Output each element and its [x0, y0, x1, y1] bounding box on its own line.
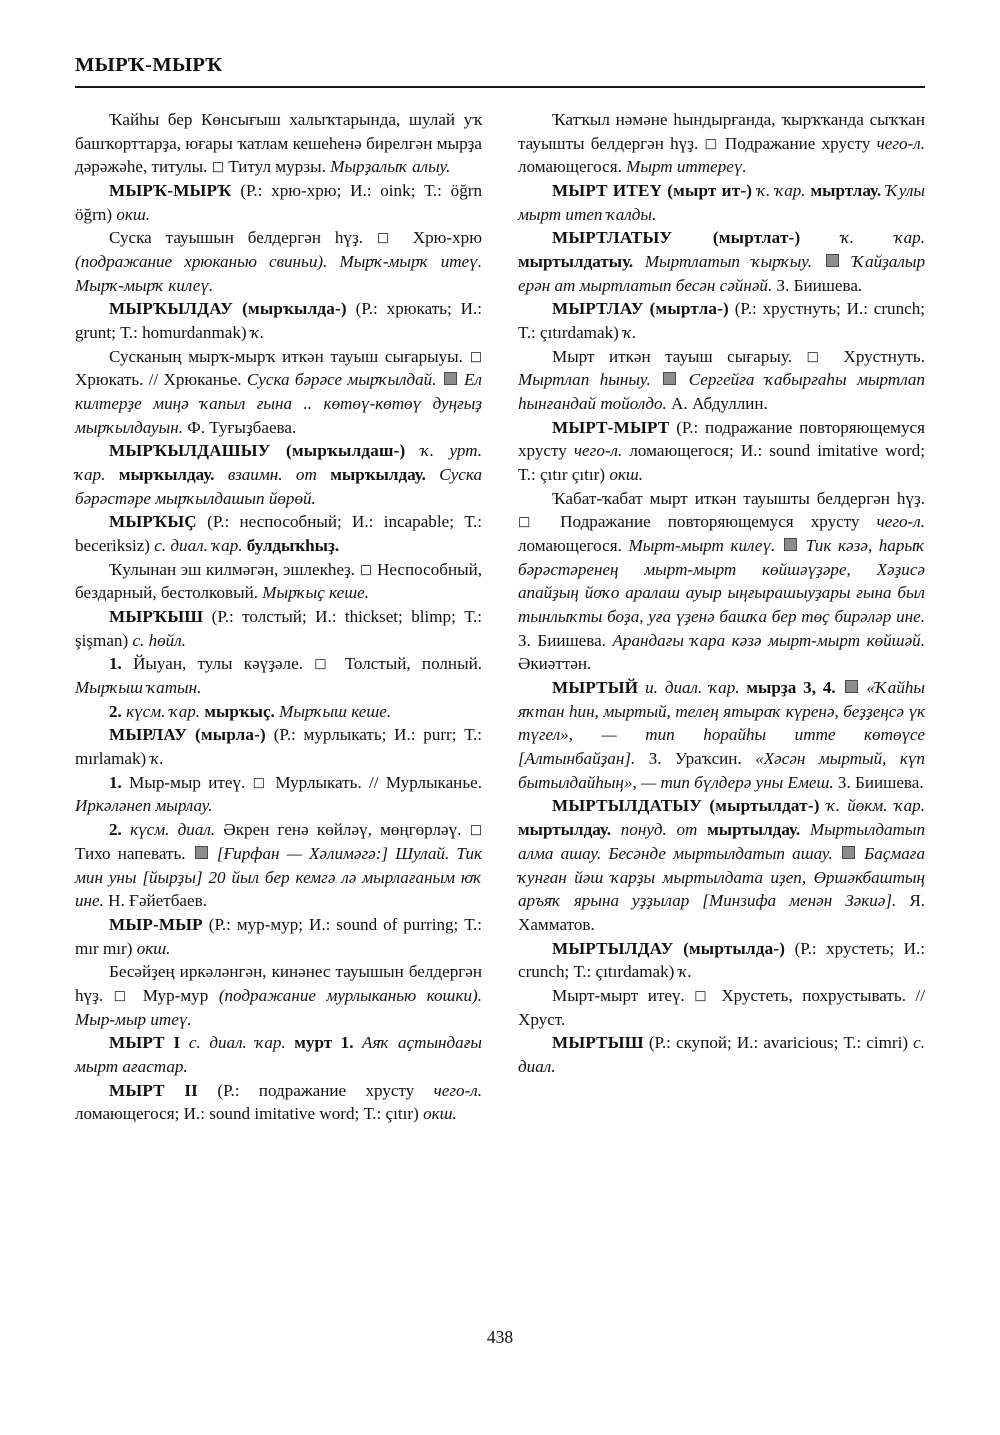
sense-paragraph [75, 700, 482, 724]
illustration-marker-icon [826, 254, 839, 267]
roman-text [775, 536, 782, 555]
illustration-marker-icon [784, 538, 797, 551]
roman-text: Ҡулынан эш килмәгән, эшлекһеҙ. [109, 559, 360, 579]
translation-marker-icon: □ [469, 822, 482, 838]
italic-text: Ел килтерҙе миңә ҡапыл ғына .. көтөү-көтөү дуңғыҙ мырҡылдауын. [75, 370, 482, 437]
roman-text: Ҡабат-ҡабат мырт иткән тауышты белдергән һүҙ. [552, 488, 925, 508]
italic-text: Мыртылдатып алма ашау. Бесәнде мыртылдатып ашау. [518, 820, 925, 863]
italic-text: окш. [423, 1104, 457, 1124]
running-head-title: МЫРҠ-МЫРҠ [75, 54, 223, 76]
cross-reference: мурт 1. [294, 1033, 354, 1053]
roman-text: (Р.: хрю-хрю; И.: oink; Т.: öğrn öğrn) [75, 181, 482, 224]
illustration-marker-icon [842, 846, 855, 859]
italic-text: чего-л. [573, 441, 623, 461]
definition-paragraph [75, 345, 482, 440]
roman-text: (Р.: подражание хрусту [198, 1080, 434, 1100]
header-rule [75, 86, 925, 88]
roman-text [437, 370, 442, 389]
roman-text: Неспособный, бездарный, бестолковый. [75, 559, 482, 603]
roman-text: (Р.: мур-мур; И.: sound of purring; Т.: mır mır) [75, 914, 482, 958]
translation-marker-icon: □ [518, 514, 544, 530]
roman-text: Ф. Туғыҙбаева. [182, 417, 297, 437]
roman-text: Хрустеть, похрустывать. // Хруст. [518, 985, 925, 1029]
italic-text: Мырҡыш кеше. [274, 701, 392, 721]
definition-paragraph [75, 108, 482, 179]
headword: МЫРТ II [109, 1080, 199, 1100]
dictionary-entry [75, 1079, 482, 1126]
roman-text [833, 844, 840, 863]
dictionary-entry [518, 676, 925, 794]
roman-text: (Р.: хрустнуть; И.: crunch; Т.: çıtırdamak) [518, 299, 926, 343]
headword: МЫРҠЫҪ [109, 512, 197, 532]
italic-text: «Хәсән мыртый, күп бытылдайһың», — тип бүлдерә уны Емеш. [518, 749, 925, 792]
illustration-marker-icon [663, 372, 676, 385]
roman-text: Толстый, полный. [333, 654, 482, 674]
definition-paragraph [75, 960, 482, 1031]
cross-reference: мырҡыҫ. [204, 701, 275, 721]
sense-paragraph [75, 652, 482, 699]
roman-text: Сусканың мырҡ-мырҡ иткән тауыш сығарыуы. [109, 346, 470, 366]
dictionary-entry [75, 1031, 482, 1078]
page-number: 438 [486, 1327, 514, 1347]
dictionary-entry [518, 937, 925, 984]
headword: МЫРҠЫЛДАШЫУ (мырҡылдаш-) [109, 441, 406, 461]
italic-text: ҡ. ҡар. [752, 181, 811, 201]
roman-text: ломающегося. [518, 536, 629, 556]
roman-text: (Р.: хрюкать; И.: grunt; Т.: homurdanmak) [75, 299, 482, 343]
italic-text: чего-л. [876, 512, 925, 532]
translation-marker-icon: □ [806, 349, 829, 365]
headword: МЫРТЫШ [552, 1033, 644, 1053]
definition-paragraph [518, 984, 925, 1031]
definition-paragraph [518, 345, 925, 416]
cross-reference: мыртылдау. [707, 820, 801, 840]
italic-text: ҡ. [623, 323, 637, 343]
roman-text: Хрустнуть. [828, 346, 925, 366]
italic-text: күсм. ҡар. [121, 701, 205, 721]
headword: МЫРҠ-МЫРҠ [109, 181, 232, 201]
italic-text: с. диал. ҡар. [154, 536, 247, 556]
roman-text: (Р.: толстый; И.: thickset; blimp; Т.: şişman) [75, 607, 482, 650]
dictionary-entry [75, 510, 482, 557]
dictionary-entry [75, 297, 482, 344]
cross-reference: мыртылдатыу. [518, 252, 634, 272]
running-head [75, 55, 925, 88]
italic-text: чего-л. [876, 133, 925, 153]
italic-text: Мыртлатып ҡырҡыу. [633, 252, 813, 272]
headword: МЫРТ-МЫРТ [552, 417, 670, 437]
roman-text: Хрюкать. // Хрюканье. [75, 370, 247, 390]
headword: МЫРҠЫШ [109, 607, 204, 627]
italic-text: Ҡайҙалыр ерән ат мыртлатып бесән сәйнәй. [518, 252, 925, 295]
cross-reference: 1. [109, 772, 122, 792]
roman-text: Титул мурзы. [224, 157, 331, 177]
italic-text: Сергейға ҡабырғаһы мыртлап һынғандай тойолдо. [518, 370, 925, 414]
italic-text: окш. [136, 938, 171, 958]
translation-marker-icon: □ [469, 349, 482, 365]
translation-marker-icon: □ [211, 159, 225, 175]
roman-text: ломающегося; И.: sound imitative word; Т.: çıtır) [75, 1104, 424, 1124]
dictionary-entry [518, 226, 925, 297]
italic-text: Мырҡыҫ кеше. [262, 583, 370, 603]
dictionary-entry [518, 297, 925, 344]
sense-paragraph [75, 818, 482, 913]
columns-container [75, 108, 925, 1298]
italic-text: окш. [609, 465, 644, 485]
italic-text: Мыртлап һыныу. [518, 370, 651, 390]
cross-reference: мыртылдау. [518, 820, 612, 840]
roman-text: Мырт иткән тауыш сығарыу. [552, 346, 807, 366]
translation-marker-icon: □ [113, 988, 133, 1004]
definition-paragraph [75, 558, 482, 605]
roman-text: ломающегося. [518, 157, 627, 177]
italic-text: (подражание хрюканью свиньи). Мырҡ-мырҡ итеү. Мырҡ-мырҡ килеү. [75, 252, 482, 295]
dictionary-entry [518, 179, 925, 226]
dictionary-entry [75, 179, 482, 226]
italic-text: (подражание мурлыканью кошки). Мыр-мыр итеү. [75, 985, 482, 1029]
dictionary-entry [75, 723, 482, 770]
roman-text [651, 370, 662, 389]
italic-text: ҡ. ҡар. [800, 228, 925, 248]
sense-paragraph [75, 771, 482, 818]
translation-marker-icon: □ [314, 656, 334, 672]
cross-reference: мыртлау. [810, 181, 882, 201]
roman-text: З. Биишева. [518, 630, 613, 650]
roman-text: (Р.: неспособный; И.: incapable; Т.: beceriksiz) [75, 512, 482, 556]
cross-reference: 1. [109, 654, 122, 674]
roman-text: Ҡайһы бер Көнсығыш халыҡтарында, шулай уҡ башҡорттарҙа, юғары ҡатлам кешеһенә бирелгән мырҙа дәрәжәһе, титулы. [75, 110, 482, 177]
italic-text: Баҫмаға ҡунған йәш ҡарҙы мыртылдата иҙеп, Өршәкбаштың аръяҡ ярына уҙҙылар [Минзифа менән Зәкиә]. [518, 843, 926, 911]
roman-text: Әкрен генә көйләү, мөңгөрләү. [223, 820, 470, 840]
roman-text: Тихо напевать. [75, 843, 193, 863]
roman-text: Мырт-мырт итеү. [552, 985, 695, 1005]
italic-text: ҡ. [678, 962, 692, 982]
roman-text: Н. Ғәйетбаев. [103, 891, 207, 911]
roman-text: Бесәйҙең иркәләнгән, кинәнес тауышын белдергән һүҙ. [75, 962, 482, 1005]
headword: МЫРТЛАУ (мыртла-) [552, 299, 729, 319]
column-right [518, 108, 925, 1298]
headword: МЫРТ ИТЕҮ (мырт ит-) [552, 181, 753, 201]
headword: МЫРТЫЛДАУ (мыртылда-) [552, 938, 786, 958]
roman-text: Ҡатҡыл нәмәне һындырғанда, ҡырҡҡанда сыҡҡан тауышты белдергән һүҙ. [518, 110, 925, 153]
italic-text: и. диал. ҡар. [638, 678, 747, 698]
italic-text: Суска бәрәсе мырҡылдай. [246, 370, 437, 390]
roman-text: А. Абдуллин. [666, 394, 768, 414]
headword: МЫР-МЫР [109, 914, 203, 934]
italic-text: Мырҙалыҡ алыу. [330, 157, 451, 177]
cross-reference: мырҡылдау. [118, 465, 215, 485]
italic-text: «Ҡайһы яҡтан һин, мыртый, телең ятыраҡ күренә, беҙҙеңсә үк түгел», — тип һорайһы итте көтөүсе [Алтынбайҙан]. [518, 678, 925, 769]
headword: МЫРТЫЙ [552, 678, 639, 698]
italic-text: Аяҡ аҫтындағы мырт ағастар. [75, 1033, 482, 1076]
translation-marker-icon: □ [252, 775, 268, 791]
italic-text: Тик кәзә, һарыҡ бәрәстәренең мырт-мырт көйшәүҙәре, Хәҙисә апайҙың йоҡо аралаш ауыр ыңғырашыуҙары ғына был тынлыҡты боҙа, уға үҙенә башҡа бер төҫ бирәләр ине. [518, 536, 925, 627]
italic-text: чего-л. [433, 1080, 482, 1100]
dictionary-entry [518, 794, 925, 936]
translation-marker-icon: □ [376, 230, 399, 246]
headword: МЫРТЛАТЫУ (мыртлат-) [552, 228, 801, 248]
dictionary-entry [75, 913, 482, 960]
italic-text: ҡ. урт. ҡар. [75, 441, 482, 485]
roman-text: (Р.: скупой; И.: avaricious; Т.: cimri) [643, 1033, 914, 1053]
dictionary-entry [75, 605, 482, 652]
cross-reference: булдыҡһыҙ. [246, 536, 340, 556]
definition-paragraph [75, 226, 482, 297]
italic-text: Мырт иттереү. [626, 157, 747, 177]
roman-text: Йыуан, тулы кәүҙәле. [121, 654, 315, 674]
italic-text: ҡ. [250, 323, 265, 343]
italic-text: Мырт-мырт килеү. [628, 536, 776, 556]
roman-text: Мыр-мыр итеү. [121, 772, 253, 792]
italic-text: Арандағы ҡара кәзә мырт-мырт көйшәй. [612, 630, 925, 650]
roman-text: Хрю-хрю [398, 228, 482, 248]
italic-text: [Ғирфан — Хәлимәгә:] Шулай. Тик мин уны [йырҙы] 20 йыл бер кемгә лә мырлағаным юҡ ине. [75, 843, 483, 911]
translation-marker-icon: □ [694, 988, 712, 1004]
italic-text: взаимн. от [214, 465, 331, 485]
roman-text: Подражание хрусту [718, 133, 877, 153]
dictionary-entry [518, 1031, 925, 1078]
headword: МЫРҠЫЛДАУ (мырҡылда-) [109, 299, 347, 319]
roman-text: (Р.: подражание повторяющемуся хрусту [518, 417, 925, 461]
roman-text: З. Биишева. [772, 275, 863, 295]
cross-reference: мырҙа 3, 4. [746, 678, 836, 698]
roman-text: З. Ураҡсин. [635, 749, 756, 769]
roman-text: Әкиәттән. [518, 654, 592, 674]
italic-text: окш. [116, 204, 151, 224]
roman-text: (Р.: хрустеть; И.: crunch; Т.: çıtırdamak) [518, 938, 925, 982]
cross-reference: мырҡылдау. [330, 465, 426, 485]
column-left [75, 108, 482, 1298]
cross-reference: 2. [109, 701, 122, 721]
headword: МЫРЛАУ (мырла-) [109, 725, 266, 745]
roman-text [812, 252, 824, 271]
illustration-marker-icon [845, 680, 858, 693]
translation-marker-icon: □ [359, 562, 373, 578]
italic-text: с. һөйл. [132, 630, 186, 650]
roman-text: Мурлыкать. // Мурлыканье. [268, 772, 482, 792]
illustration-marker-icon [444, 372, 457, 385]
dictionary-entry [75, 439, 482, 510]
italic-text: с. диал. ҡар. [180, 1033, 295, 1053]
italic-text: Ҡулы мырт итеп ҡалды. [518, 181, 925, 224]
roman-text: (Р.: мурлыкать; И.: purr; Т.: mırlamak) [75, 725, 482, 769]
dictionary-entry [518, 416, 925, 487]
headword: МЫРТ I [109, 1033, 181, 1053]
definition-paragraph [518, 487, 925, 676]
italic-text: күсм. диал. [121, 820, 224, 840]
definition-paragraph [518, 108, 925, 179]
italic-text: Суска бәрәстәре мырҡылдашып йөрөй. [75, 465, 483, 508]
roman-text [836, 678, 843, 697]
italic-text: ҡ. [150, 749, 164, 769]
italic-text: с. диал. [518, 1033, 925, 1076]
cross-reference: 2. [109, 820, 122, 840]
illustration-marker-icon [195, 846, 208, 859]
translation-marker-icon: □ [704, 136, 719, 152]
headword: МЫРТЫЛДАТЫУ (мыртылдат-) [552, 796, 820, 816]
italic-text: Иркәләнеп мырлау. [75, 796, 213, 816]
italic-text: понуд. от [611, 820, 708, 840]
roman-text: Подражание повторяющемуся хрусту [543, 512, 877, 532]
roman-text: З. Биишева. [833, 772, 924, 792]
roman-text: Мур-мур [132, 985, 219, 1005]
roman-text: ломающегося; И.: sound imitative word; Т.: çıtır çıtır) [518, 441, 925, 485]
italic-text: ҡ. йөкм. ҡар. [819, 796, 925, 816]
italic-text: Мырҡыш ҡатын. [75, 678, 202, 698]
roman-text: Я. Хамматов. [518, 891, 925, 934]
roman-text: Суска тауышын белдергән һүҙ. [109, 228, 377, 248]
